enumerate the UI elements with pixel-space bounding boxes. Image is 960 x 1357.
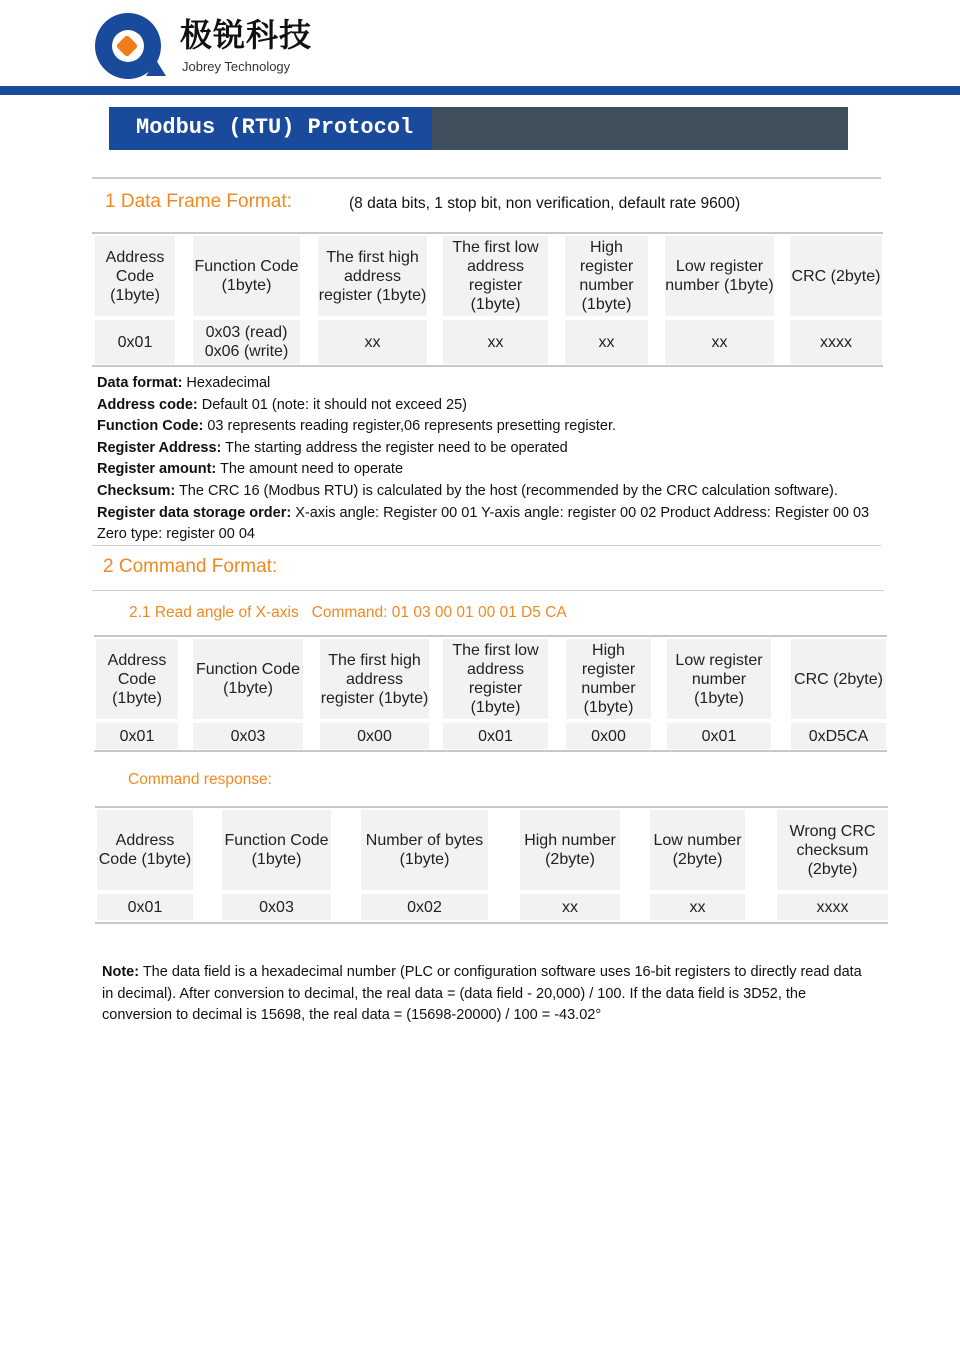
frame-format-table [92, 232, 883, 367]
table-value-cell: 0x03 [222, 894, 331, 920]
table-header-cell: The first low address register (1byte) [443, 639, 548, 719]
note-label: Register amount: [97, 461, 217, 478]
table-header-cell: Low register number (1byte) [665, 236, 774, 316]
table-header-cell: Function Code (1byte) [193, 236, 300, 316]
table-value-cell: xx [443, 320, 548, 364]
table-header-cell: The first low address register (1byte) [443, 236, 548, 316]
header-bar [0, 86, 960, 95]
table-value-cell: xxxx [777, 894, 888, 920]
table-value-cell: 0x03 (read) 0x06 (write) [193, 320, 300, 364]
table-header-cell: Low number (2byte) [650, 810, 745, 890]
note-text: The starting address the register need to be operated [221, 439, 568, 456]
table-header-cell: Wrong CRC checksum (2byte) [777, 810, 888, 890]
table-header-cell: Address Code (1byte) [96, 639, 178, 719]
table-value-cell: 0x02 [361, 894, 488, 920]
section1-title: 1 Data Frame Format: [105, 191, 292, 212]
note-label: Register Address: [97, 439, 222, 456]
note-line [97, 373, 887, 395]
logo-en: Jobrey Technology [182, 59, 291, 74]
response-table [95, 806, 888, 924]
note-label: Function Code: [97, 418, 204, 435]
note-text: Default 01 (note: it should not exceed 25) [197, 396, 467, 413]
table-value-cell: 0x00 [320, 723, 429, 749]
note-label: Address code: [97, 396, 198, 413]
command-subtitle: 2.1 Read angle of X-axis Command: 01 03 00 01 00 01 D5 CA [129, 604, 567, 621]
table-value-cell: 0x01 [443, 723, 548, 749]
table-value-cell: xx [520, 894, 620, 920]
table-value-cell: 0x03 [193, 723, 303, 749]
note-label: Register data storage order: [97, 504, 292, 521]
table-header-cell: High number (2byte) [520, 810, 620, 890]
command-table [94, 635, 887, 752]
note-text: Hexadecimal [182, 375, 271, 391]
table-header-cell: High register number (1byte) [565, 236, 648, 316]
table-value-cell: xx [318, 320, 427, 364]
table-value-cell: 0x01 [95, 320, 175, 364]
response-title: Command response: [128, 771, 272, 788]
table-header-cell: The first high address register (1byte) [318, 236, 427, 316]
table-value-cell: xx [650, 894, 745, 920]
note-label: Data format: [97, 375, 183, 391]
divider [92, 545, 881, 546]
table-header-cell: Number of bytes (1byte) [361, 810, 488, 890]
logo-tail-icon [146, 60, 166, 76]
section2-title: 2 Command Format: [103, 556, 278, 577]
note-line [97, 416, 887, 438]
table-header-cell: Function Code (1byte) [222, 810, 331, 890]
note-line [97, 503, 887, 546]
note-line [97, 481, 887, 503]
table-header-cell: The first high address register (1byte) [320, 639, 429, 719]
note-text: 03 represents reading register,06 represents presetting register. [203, 418, 617, 435]
table-header-cell: Function Code (1byte) [193, 639, 303, 719]
banner-fill [432, 107, 848, 150]
note-text: The amount need to operate [216, 461, 404, 478]
note-label: Checksum: [97, 482, 176, 499]
note-line [97, 459, 887, 481]
note-line [97, 438, 887, 460]
table-value-cell: 0x00 [566, 723, 651, 749]
table-value-cell: 0xD5CA [791, 723, 886, 749]
table-value-cell: 0x01 [96, 723, 178, 749]
note-text: The data field is a hexadecimal number (PLC or configuration software uses 16-bit registers to directly read data in decimal). After conversion to decimal, the real data = (data field - 20,000) / 100. If the data field is 3D52, the conversion to decimal is 15698, the real data = (15698-20000) / 100 = -43.02° [102, 964, 862, 1024]
notes-block [97, 373, 887, 546]
table-value-cell: xxxx [790, 320, 882, 364]
table-header-cell: Low register number (1byte) [667, 639, 771, 719]
table-header-cell: Address Code (1byte) [97, 810, 193, 890]
divider [92, 177, 881, 179]
table-header-cell: CRC (2byte) [790, 236, 882, 316]
section1-subtitle: (8 data bits, 1 stop bit, non verification, default rate 9600) [349, 195, 741, 212]
note-text: X-axis angle: Register 00 01 Y-axis angle: register 00 02 Product Address: Register 00 03 Zero type: register 00 04 [97, 504, 870, 543]
banner-title: Modbus (RTU) Protocol [136, 115, 414, 140]
table-header-cell: High register number (1byte) [566, 639, 651, 719]
logo-cn: 极锐科技 [180, 16, 313, 54]
table-value-cell: xx [565, 320, 648, 364]
table-value-cell: 0x01 [97, 894, 193, 920]
note-line [97, 395, 887, 417]
divider [92, 590, 884, 591]
note-paragraph [102, 962, 877, 1027]
table-value-cell: xx [665, 320, 774, 364]
table-header-cell: CRC (2byte) [791, 639, 886, 719]
table-value-cell: 0x01 [667, 723, 771, 749]
note-text: The CRC 16 (Modbus RTU) is calculated by the host (recommended by the CRC calculation software). [175, 482, 838, 499]
table-header-cell: Address Code (1byte) [95, 236, 175, 316]
note-label: Note: [102, 964, 140, 980]
